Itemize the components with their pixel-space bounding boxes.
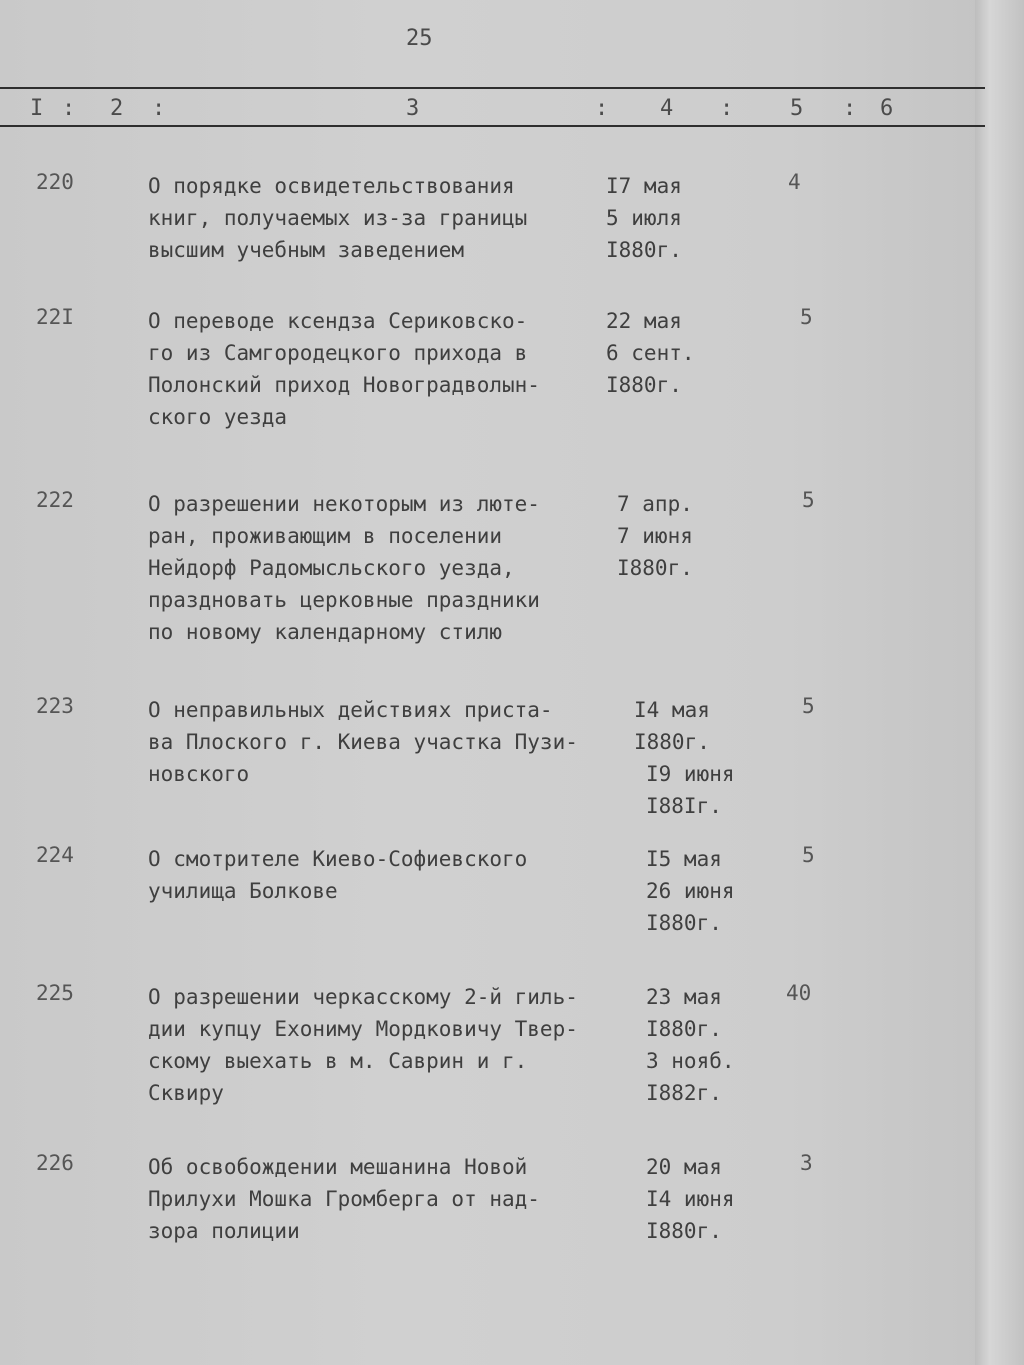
date-line: 7 июня [617, 524, 693, 548]
entry-number: 22I [36, 305, 74, 329]
entry-title [148, 1151, 608, 1247]
title-line: скому выехать в м. Саврин и г. [148, 1049, 528, 1073]
sheet-edge [975, 0, 1024, 1365]
entry-number: 220 [36, 170, 74, 194]
header-rule-bottom [0, 125, 985, 127]
entry-dates [634, 694, 774, 822]
entry-number: 223 [36, 694, 74, 718]
title-line: Нейдорф Радомысльского уезда, [148, 556, 515, 580]
title-line: новского [148, 762, 250, 786]
entry-sheet-count: 40 [786, 981, 812, 1005]
entry-number: 225 [36, 981, 74, 1005]
column-separator: : [720, 96, 734, 121]
date-line: I880г. [646, 911, 722, 935]
title-line: Прилухи Мошка Громберга от над- [148, 1187, 540, 1211]
date-line: 5 июля [606, 206, 682, 230]
entry-dates [617, 488, 757, 584]
column-separator: : [595, 96, 609, 121]
column-header-3: 3 [406, 96, 420, 121]
entry-number: 226 [36, 1151, 74, 1175]
date-line: I7 мая [606, 174, 682, 198]
entry-sheet-count: 5 [802, 488, 815, 512]
column-header-2: 2 [110, 96, 124, 121]
entry-sheet-count: 4 [788, 170, 801, 194]
title-line: О переводе ксендза Сериковско- [148, 309, 528, 333]
date-line: 20 мая [646, 1155, 722, 1179]
title-line: О разрешении некоторым из люте- [148, 492, 540, 516]
title-line: ва Плоского г. Киева участка Пузи- [148, 730, 578, 754]
date-line: 7 апр. [617, 492, 693, 516]
entry-dates [646, 1151, 786, 1247]
date-line: 22 мая [606, 309, 682, 333]
title-line: по новому календарному стилю [148, 620, 503, 644]
title-line: О разрешении черкасскому 2-й гиль- [148, 985, 578, 1009]
date-line: 6 сент. [606, 341, 695, 365]
title-line: ского уезда [148, 405, 288, 429]
entry-dates [606, 170, 746, 266]
date-line: I5 мая [646, 847, 722, 871]
page-number: 25 [406, 26, 433, 51]
title-line: дии купцу Ехониму Мордковичу Твер- [148, 1017, 578, 1041]
title-line: праздновать церковные праздники [148, 588, 540, 612]
date-line: 23 мая [646, 985, 722, 1009]
date-line: I4 июня [646, 1187, 735, 1211]
date-line: I880г. [606, 373, 682, 397]
title-line: О смотрителе Киево-Софиевского [148, 847, 528, 871]
entry-title [148, 843, 608, 907]
title-line: высшим учебным заведением [148, 238, 465, 262]
column-header-4: 4 [660, 96, 674, 121]
title-line: О порядке освидетельствования [148, 174, 515, 198]
column-header-1: I [30, 96, 44, 121]
title-line: ран, проживающим в поселении [148, 524, 503, 548]
date-line: I4 мая [634, 698, 710, 722]
entry-title [148, 488, 608, 648]
date-line: I880г. [617, 556, 693, 580]
date-line: I880г. [646, 1219, 722, 1243]
entry-sheet-count: 5 [802, 843, 815, 867]
entry-number: 222 [36, 488, 74, 512]
date-line: 3 нояб. [646, 1049, 735, 1073]
column-separator: : [152, 96, 166, 121]
entry-sheet-count: 3 [800, 1151, 813, 1175]
entry-dates [646, 843, 786, 939]
title-line: го из Самгородецкого прихода в [148, 341, 528, 365]
title-line: книг, получаемых из-за границы [148, 206, 528, 230]
title-line: Полонский приход Новоградволын- [148, 373, 540, 397]
date-line: I882г. [646, 1081, 722, 1105]
entry-title [148, 694, 608, 790]
entry-title [148, 305, 608, 433]
entry-title [148, 981, 608, 1109]
column-header-5: 5 [790, 96, 804, 121]
date-line: I880г. [646, 1017, 722, 1041]
entry-sheet-count: 5 [802, 694, 815, 718]
entry-dates [646, 981, 786, 1109]
title-line: Об освобождении мешанина Новой [148, 1155, 528, 1179]
entry-number: 224 [36, 843, 74, 867]
date-line: I880г. [606, 238, 682, 262]
column-separator: : [62, 96, 76, 121]
date-line: I88Iг. [646, 794, 722, 818]
entry-dates [606, 305, 746, 401]
date-line: 26 июня [646, 879, 735, 903]
column-separator: : [843, 96, 857, 121]
title-line: Сквиру [148, 1081, 224, 1105]
title-line: О неправильных действиях приста- [148, 698, 553, 722]
entry-sheet-count: 5 [800, 305, 813, 329]
entry-title [148, 170, 608, 266]
title-line: зора полиции [148, 1219, 300, 1243]
date-line: I880г. [634, 730, 710, 754]
title-line: училища Болкове [148, 879, 338, 903]
date-line: I9 июня [646, 762, 735, 786]
header-rule-top [0, 87, 985, 89]
column-header-6: 6 [880, 96, 894, 121]
